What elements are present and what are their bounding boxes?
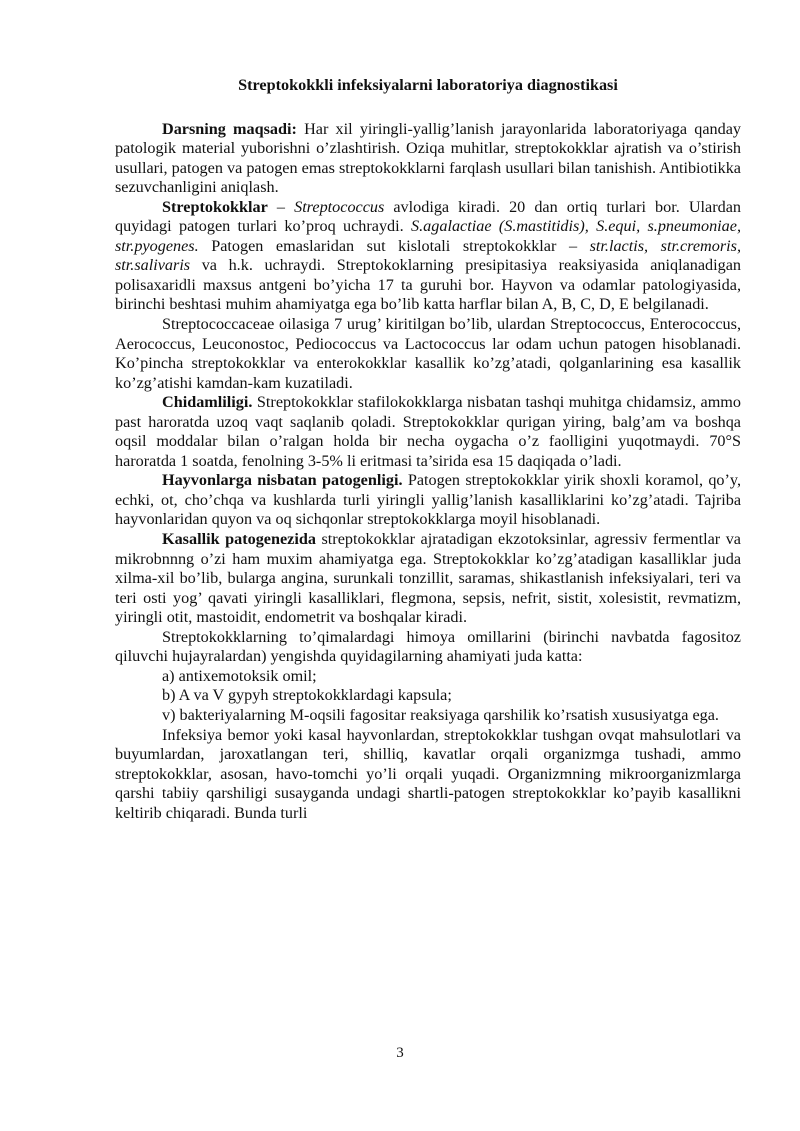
text-span: Patogen emaslaridan sut kislotali streptokokklar – bbox=[198, 236, 590, 255]
resistance-heading: Chidamliligi. bbox=[162, 393, 253, 412]
document-page bbox=[115, 0, 741, 823]
paragraph-goal bbox=[115, 120, 741, 198]
paragraph-pathogenicity bbox=[115, 471, 741, 530]
page-title: Streptokokkli infeksiyalarni laboratoriya diagnostikasi bbox=[238, 76, 618, 94]
pathogenicity-heading: Hayvonlarga nisbatan patogenligi. bbox=[162, 471, 403, 490]
pathogenicity-text: Patogen streptokokklar yirik shoxli koramol, qo’y, echki, ot, cho’chqa va kushlarda turli yiringli yallig’lanish kasalliklarini ko’zg’atadi. Tajriba hayvonlaridan quyon va oq sichqonlar streptokokklarga moyil hisoblanadi. bbox=[115, 471, 742, 529]
paragraph-infection: Infeksiya bemor yoki kasal hayvonlardan, streptokokklar tushgan ovqat mahsulotlari va buyumlardan, jaroxatlangan teri, shilliq, kavatlar orqali organizmga tushadi, ammo streptokokklar, asosan, havo-tomchi yo’li orqali yuqadi. Organizmning mikroorganizmlarga qarshi tabiiy qarshiligi susayganda undagi shartli-patogen streptokokklar ko’payib kasallikni keltirib chiqaradi. Bunda turli bbox=[115, 725, 741, 822]
paragraph-family: Streptococcaceae oilasiga 7 urug’ kiritilgan bo’lib, ulardan Streptococcus, Enterococcus, Aerococcus, Leuconostoc, Pediococcus va Lactococcus lar odam uchun patogen hisoblanadi. Ko’pincha streptokokklar va enterokokklar kasallik ko’zg’atadi, qolganlarining esa kasallik ko’zg’atishi kamdan-kam kuzatiladi. bbox=[115, 315, 741, 392]
nonpathogenic-species: str.lactis, str.cremoris, str.salivaris bbox=[115, 236, 741, 275]
streptococci-heading: Streptokokklar bbox=[162, 197, 268, 216]
paragraph-streptococci bbox=[115, 198, 741, 315]
goal-text: Har xil yiringli-yallig’lanish jarayonlarida laboratoriyaga qanday patologik material yuborishni o’zlashtirish. Oziqa muhitlar, streptokokklar ajratish va o’stirish usullari, patogen va patogen emas streptokokklarni farqlash usullari bilan tanishish. Antibiotikka sezuvchanligini aniqlash. bbox=[115, 119, 741, 197]
goal-heading: Darsning maqsadi: bbox=[162, 119, 297, 138]
text-span: avlodiga kiradi. 20 dan ortiq turlari bor. Ulardan quyidagi patogen turlari ko’proq uchraydi. bbox=[115, 197, 741, 236]
page-number: 3 bbox=[396, 1045, 404, 1061]
resistance-text: Streptokokklar stafilokokklarga nisbatan tashqi muhitga chidamsiz, ammo past haroratda uzoq vaqt saqlanib qoladi. Streptokokklar qurigan yiring, balg’am va boshqa oqsil moddalar bilan o’ralgan holda bir necha oygacha o’z faolligini yuqotmaydi. 70°S haroratda 1 soatda, fenolning 3-5% li eritmasi ta’sirida esa 15 daqiqada o’ladi. bbox=[115, 393, 741, 470]
paragraph-protection: Streptokokklarning to’qimalardagi himoya omillarini (birinchi navbatda fagositoz qiluvchi hujayralardan) yengishda quyidagilarning ahamiyati juda katta: bbox=[115, 627, 741, 666]
pathogenesis-text: streptokokklar ajratadigan ekzotoksinlar, agressiv fermentlar va mikrobnnng o’zi ham muxim ahamiyatga ega. Streptokokklar ko’zg’atadigan kasalliklar juda xilma-xil bo’lib, bularga angina, surunkali tonzillit, saramas, shikastlanish infeksiyalari, teri va teri osti yog’ qavati yiringli kasalliklari, flegmona, sepsis, nefrit, sistit, xolesistit, revmatizm, yiringli otit, mastoidit, endometrit va boshqalar kiradi. bbox=[115, 530, 741, 627]
text-span: va h.k. uchraydi. Streptokoklarning presipitasiya reaksiyasida aniqlanadigan polisaxaridli maxsus antgeni bo’yicha 17 ta guruhi bor. Hayvon va odamlar patologiyasida, birinchi beshtasi muhim ahamiyatga ega bo’lib katta harflar bilan A, B, C, D, E belgilanadi. bbox=[115, 256, 741, 314]
list-item: v) bakteriyalarning M-oqsili fagositar reaksiyaga qarshilik ko’rsatish xususiyatga ega. bbox=[162, 705, 719, 724]
text-span: – bbox=[267, 197, 295, 216]
list-item: b) A va V gypyh streptokokklardagi kapsula; bbox=[162, 686, 452, 705]
paragraph-pathogenesis bbox=[115, 530, 741, 628]
genus-name: Streptococcus bbox=[294, 197, 385, 216]
paragraph-resistance bbox=[115, 393, 741, 471]
list-item: a) antixemotoksik omil; bbox=[162, 666, 317, 685]
pathogenic-species: S.agalactiae (S.mastitidis), S.equi, s.pneumoniae, str.pyogenes. bbox=[115, 217, 741, 255]
pathogenesis-heading: Kasallik patogenezida bbox=[162, 530, 316, 549]
